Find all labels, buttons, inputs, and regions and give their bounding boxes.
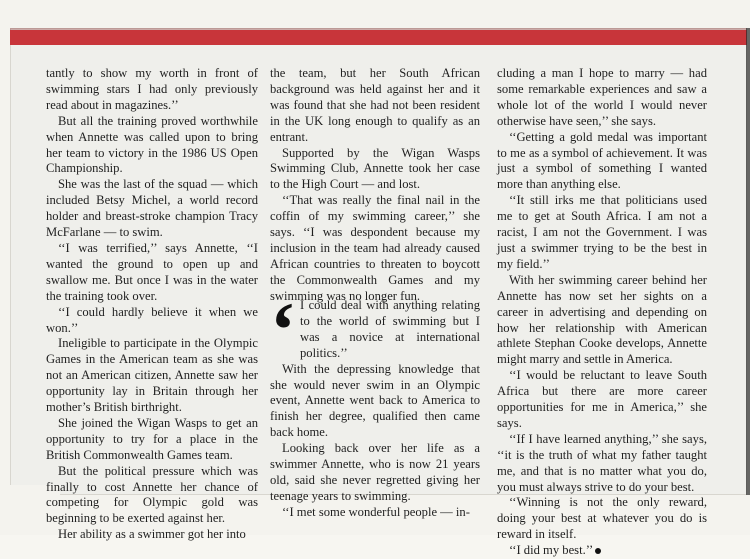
article-column-1 xyxy=(46,66,258,543)
article-column-3 xyxy=(497,66,707,559)
article-paragraph: Supported by the Wigan Wasps Swimming Club, Annette took her case to the High Court — and lost. xyxy=(270,145,480,192)
clipping-right-shadow xyxy=(746,28,750,495)
article-paragraph: ‘‘Getting a gold medal was important to me as a symbol of achievement. It was just a symbol of something I wanted more than anything else. xyxy=(497,129,707,192)
article-paragraph: Her ability as a swimmer got her into xyxy=(58,527,246,542)
end-of-article-bullet xyxy=(595,548,601,554)
article-paragraph: ‘‘I met some wonderful people — in- xyxy=(282,504,470,519)
article-paragraph: With her swimming career behind her Annette has now set her sights on a career in advertising and depending on how her relationship with American athlete Stephan Cooke develops, Annette might marry and settle in America. xyxy=(497,272,707,367)
article-paragraph: ‘‘I could hardly believe it when we won.’’ xyxy=(46,304,258,335)
article-column-2 xyxy=(270,66,480,305)
dropcap-quote-mark: ‘ xyxy=(270,286,296,373)
article-paragraph: Looking back over her life as a swimmer Annette, who is now 21 years old, said she never regretted giving her teenage years to swimming. xyxy=(270,441,480,503)
article-paragraph: ‘‘I would be reluctant to leave South Africa but there are more career opportunities for me in America,’’ she says. xyxy=(497,368,707,430)
article-paragraph: ‘‘It still irks me that politicians used me to get at South Africa. I am not a racist, I am not the Government. I was just a swimmer trying to be the best in my field.’’ xyxy=(497,193,707,271)
article-paragraph: ‘‘If I have learned anything,’’ she says, ‘‘it is the truth of what my father taught me, and that is no matter what you do, you must always strive to do your best. xyxy=(497,431,707,494)
article-paragraph: With the depressing knowledge that she would never swim in an Olympic event, Annette went back to America to finish her degree, qualified then came back home. xyxy=(270,361,480,440)
article-paragraph: tantly to show my worth in front of swimming stars I had only previously read about in magazines.’’ xyxy=(46,66,258,112)
article-paragraph: But all the training proved worthwhile when Annette was called upon to bring her team to victory in the 1986 US Open Championship. xyxy=(46,113,258,176)
pullquote-text: I could deal with anything relating to the world of swimming but I was a novice at international politics.’’ xyxy=(300,298,480,360)
article-paragraph: Ineligible to participate in the Olympic Games in the American team as she was not an American citizen, Annette saw her opportunity lay in Britain through her mother’s British birthright. xyxy=(46,336,258,415)
article-paragraph: ‘‘I was terrified,’’ says Annette, ‘‘I wanted the ground to open up and swallow me. But once I was in the water the training took over. xyxy=(46,240,258,303)
article-paragraph: She was the last of the squad — which included Betsy Michel, a world record holder and breast-stroke champion Tracy McFarlane — to swim. xyxy=(46,177,258,240)
article-paragraph: ‘‘Winning is not the only reward, doing your best at whatever you do is reward in itself. xyxy=(497,495,707,542)
article-paragraph: the team, but her South African background was held against her and it was found that she had not been resident in the UK long enough to qualify as an entrant. xyxy=(270,66,480,144)
article-paragraph: ‘‘That was really the final nail in the coffin of my swimming career,’’ she says. ‘‘I was despondent because my inclusion in the team had already caused African countries to threaten to boycott the Commonwealth Games and my swimming was no longer fun. xyxy=(270,193,480,303)
article-paragraph: cluding a man I hope to marry — had some remarkable experiences and saw a whole lot of the world I would never otherwise have seen,’’ she says. xyxy=(497,66,707,128)
pullquote-block xyxy=(270,286,480,521)
header-red-bar xyxy=(10,30,747,45)
article-paragraph: But the political pressure which was finally to cost Annette her chance of competing for Olympic gold was beginning to be exerted against her. xyxy=(46,463,258,526)
article-paragraph: ‘‘I did my best.’’ xyxy=(497,543,707,559)
article-paragraph: She joined the Wigan Wasps to get an opportunity to try for a place in the British Commonwealth Games team. xyxy=(46,415,258,462)
